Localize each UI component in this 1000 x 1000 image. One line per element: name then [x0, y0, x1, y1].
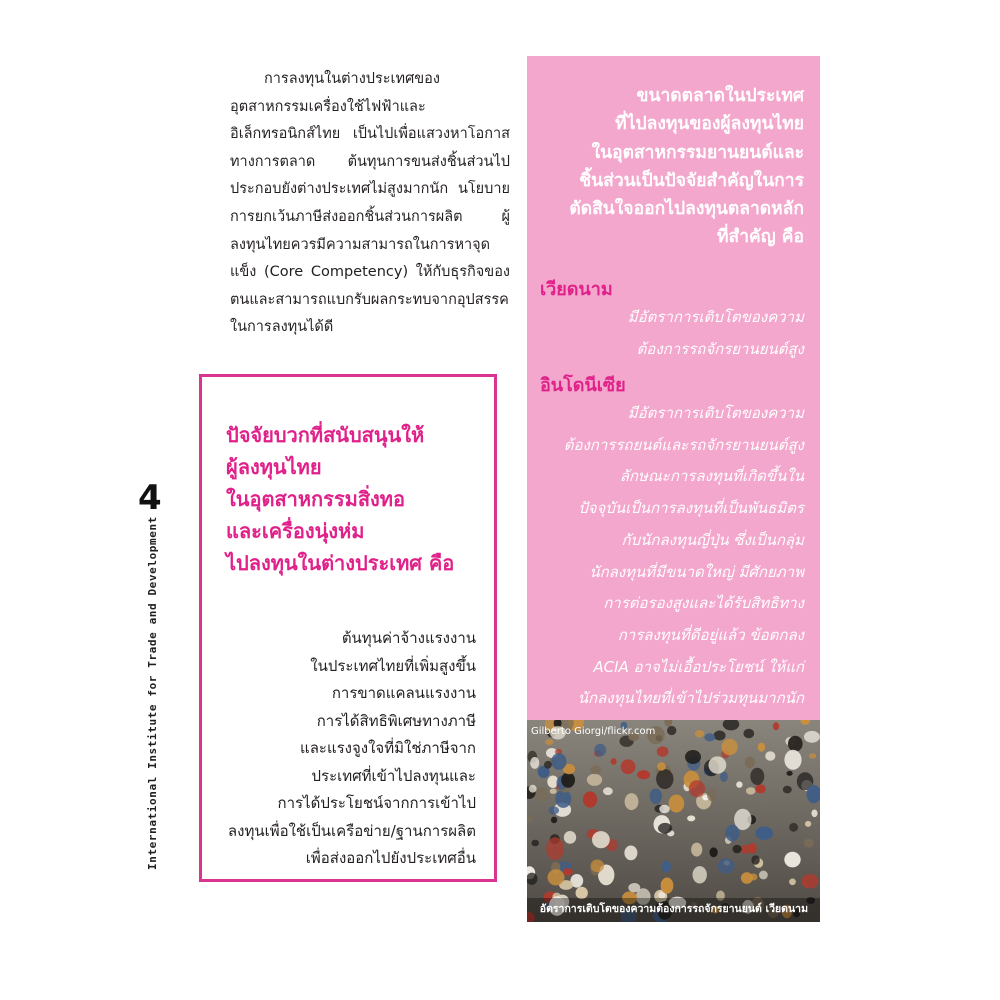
crowd-texture-dot [546, 837, 564, 860]
box-heading-line: ไปลงทุนในต่างประเทศ คือ [226, 551, 455, 575]
panel-heading-line: ชิ้นส่วนเป็นปัจจัยสำคัญในการ [579, 170, 804, 191]
crowd-texture-dot [788, 736, 803, 752]
box-body-line: การขาดแคลนแรงงาน [331, 684, 476, 702]
crowd-texture-dot [625, 793, 639, 810]
market-panel [527, 56, 820, 720]
crowd-texture-dot [591, 860, 605, 873]
crowd-texture-dot [773, 722, 779, 730]
crowd-texture-dot [695, 730, 704, 737]
crowd-texture-dot [801, 874, 818, 888]
indonesia-text-line: การต่อรองสูงและได้รับสิทธิทาง [603, 594, 804, 613]
crowd-texture-dot [662, 861, 671, 873]
crowd-texture-dot [550, 789, 557, 794]
crowd-texture-dot [564, 831, 576, 844]
country-indonesia: อินโดนีเซีย [540, 375, 626, 396]
intro-paragraph-block [230, 66, 510, 342]
crowd-texture-dot [691, 843, 702, 857]
crowd-texture-dot [530, 757, 539, 769]
crowd-texture-dot [751, 855, 759, 865]
vietnam-text-line: ต้องการรถจักรยานยนต์สูง [636, 339, 804, 358]
box-heading-line: ในอุตสาหกรรมสิ่งทอ [226, 487, 406, 511]
crowd-texture-dot [592, 831, 610, 848]
crowd-texture-dot [561, 772, 575, 787]
crowd-texture-dot [685, 750, 701, 764]
crowd-texture-dot [704, 733, 715, 741]
crowd-texture-dot [669, 795, 685, 813]
box-body-line: ต้นทุนค่าจ้างแรงงาน [341, 629, 476, 647]
crowd-texture-dot [709, 756, 727, 773]
crowd-texture-dot [755, 784, 766, 793]
crowd-texture-dot [804, 731, 820, 743]
crowd-texture-dot [707, 789, 717, 801]
crowd-texture-dot [755, 827, 773, 840]
crowd-texture-dot [789, 823, 798, 832]
box-body-line: ประเทศที่เข้าไปลงทุนและ [311, 766, 476, 785]
crowd-texture-dot [687, 815, 695, 821]
crowd-texture-dot [628, 883, 640, 892]
crowd-texture-dot [743, 729, 754, 738]
indonesia-text-line: ต้องการรถยนต์และรถจักรยานยนต์สูง [563, 435, 804, 454]
motorbike-traffic-photo [527, 720, 820, 922]
box-body [216, 625, 476, 873]
crowd-texture-dot [621, 759, 636, 774]
crowd-texture-dot [722, 739, 738, 755]
crowd-texture-dot [784, 852, 800, 868]
crowd-texture-dot [529, 785, 537, 793]
crowd-texture-dot [661, 878, 674, 894]
panel-heading-line: ที่สำคัญ คือ [717, 227, 804, 248]
crowd-texture-dot [709, 847, 717, 857]
crowd-texture-dot [603, 787, 613, 795]
box-body-line: การได้สิทธิพิเศษทางภาษี [316, 711, 476, 730]
crowd-texture-dot [749, 843, 757, 854]
crowd-texture-dot [733, 845, 742, 853]
crowd-texture-dot [587, 774, 602, 786]
box-body-line: เพื่อส่งออกไปยังประเทศอื่น [305, 849, 476, 867]
crowd-texture-dot [637, 770, 650, 779]
crowd-texture-dot [809, 753, 816, 758]
crowd-texture-dot [720, 772, 728, 782]
crowd-texture-dot [736, 781, 742, 787]
crowd-texture-dot [758, 743, 765, 752]
crowd-texture-dot [759, 871, 768, 880]
page-number: 4 [138, 478, 162, 518]
indonesia-text-line: นักลงทุนที่มีขนาดใหญ่ มีศักยภาพ [589, 562, 804, 581]
crowd-texture-dot [765, 751, 775, 761]
crowd-texture-dot [718, 858, 735, 873]
crowd-texture-dot [805, 821, 811, 827]
crowd-texture-dot [650, 788, 662, 804]
vietnam-text [542, 302, 804, 365]
crowd-texture-dot [784, 750, 801, 770]
crowd-texture-dot [658, 823, 672, 834]
crowd-texture-dot [551, 753, 566, 770]
box-body-line: การได้ประโยชน์จากการเข้าไป [277, 794, 476, 812]
crowd-texture-dot [750, 874, 758, 881]
crowd-texture-dot [804, 839, 814, 848]
panel-heading-line: ที่ไปลงทุนของผู้ลงทุนไทย [615, 114, 804, 135]
crowd-texture-dot [544, 761, 552, 769]
crowd-texture-dot [689, 780, 705, 797]
indonesia-text-line: กับนักลงทุนญี่ปุ่น ซึ่งเป็นกลุ่ม [621, 530, 804, 549]
crowd-texture-dot [787, 771, 793, 776]
photo-caption: อัตราการเติบโตของความต้องการรถจักรยานยนต์ เวียดนาม [527, 898, 820, 922]
panel-heading [524, 82, 804, 252]
box-heading [226, 419, 490, 579]
crowd-texture-dot [811, 810, 817, 818]
side-title: International Institute for Trade and Development [146, 516, 159, 870]
vietnam-text-line: มีอัตราการเติบโตของความ [627, 308, 804, 326]
crowd-texture-dot [657, 746, 669, 756]
crowd-texture-dot [555, 790, 571, 808]
crowd-texture-dot [594, 744, 606, 757]
intro-paragraph: การลงทุนในต่างประเทศของอุตสาหกรรมเครื่องใช้ไฟฟ้าและอิเล็กทรอนิกส์ไทย เป็นไปเพื่อแสวงหาโอกาสทางการตลาด ต้นทุนการขนส่งชิ้นส่วนไปประกอบยังต่างประเทศไม่สูงมากนัก นโยบายการยกเว้นภาษีส่งออกชิ้นส่วนการผลิต ผู้ลงทุนไทยควรมีความสามารถในการหาจุดแข็ง (Core Competency) ให้กับธุรกิจของตนและสามารถแบกรับผลกระทบจากอุปสรรคในการลงทุนได้ดี [230, 71, 510, 336]
panel-heading-line: ขนาดตลาดในประเทศ [636, 86, 804, 106]
box-body-line: ลงทุนเพื่อใช้เป็นเครือข่าย/ฐานการผลิต [227, 821, 476, 840]
country-vietnam: เวียดนาม [540, 279, 613, 300]
crowd-texture-dot [783, 786, 792, 794]
crowd-texture-dot [611, 758, 617, 765]
indonesia-text-line: มีอัตราการเติบโตของความ [627, 404, 804, 422]
photo-credit: Gilberto Giorgi/flickr.com [531, 726, 656, 737]
crowd-texture-dot [667, 726, 676, 735]
box-body-line: และแรงจูงใจที่มิใช่ภาษีจาก [300, 739, 476, 757]
crowd-texture-dot [657, 762, 666, 770]
photo-crowd-illustration [527, 720, 820, 922]
panel-heading-line: ตัดสินใจออกไปลงทุนตลาดหลัก [569, 199, 804, 220]
crowd-texture-dot [531, 840, 539, 847]
indonesia-text-line: นักลงทุนไทยที่เข้าไปร่วมทุนมากนัก [577, 689, 804, 708]
crowd-texture-dot [551, 817, 557, 824]
indonesia-text-line: การลงทุนที่ดีอยู่แล้ว ข้อตกลง [617, 625, 804, 644]
crowd-texture-dot [725, 825, 739, 842]
box-heading-line: และเครื่องนุ่งห่ม [226, 519, 365, 543]
panel-heading-line: ในอุตสาหกรรมยานยนต์และ [591, 142, 804, 163]
crowd-texture-dot [659, 805, 670, 813]
box-body-line: ในประเทศไทยที่เพิ่มสูงขึ้น [310, 656, 476, 675]
crowd-texture-dot [545, 739, 553, 745]
crowd-texture-dot [745, 757, 755, 768]
crowd-texture-dot [714, 731, 726, 741]
crowd-texture-dot [746, 787, 756, 794]
crowd-texture-dot [624, 846, 637, 861]
crowd-texture-dot [789, 879, 796, 886]
crowd-texture-dot [583, 791, 597, 807]
crowd-texture-dot [693, 866, 707, 883]
crowd-texture-dot [536, 787, 548, 802]
crowd-texture-dot [548, 869, 565, 885]
positive-factors-box [199, 374, 497, 882]
crowd-texture-dot [563, 868, 573, 875]
indonesia-text [542, 398, 804, 715]
crowd-texture-dot [549, 806, 560, 814]
box-heading-line: ผู้ลงทุนไทย [226, 455, 322, 479]
indonesia-text-line: ACIA อาจไม่เอื้อประโยชน์ ให้แก่ [593, 657, 804, 676]
crowd-texture-dot [750, 768, 764, 785]
indonesia-text-line: ปัจจุบันเป็นการลงทุนที่เป็นพันธมิตร [578, 499, 804, 518]
indonesia-text-line: ลักษณะการลงทุนที่เกิดขึ้นใน [619, 467, 804, 486]
crowd-texture-dot [656, 769, 673, 789]
crowd-texture-dot [591, 765, 601, 774]
box-heading-line: ปัจจัยบวกที่สนับสนุนให้ [226, 423, 425, 447]
